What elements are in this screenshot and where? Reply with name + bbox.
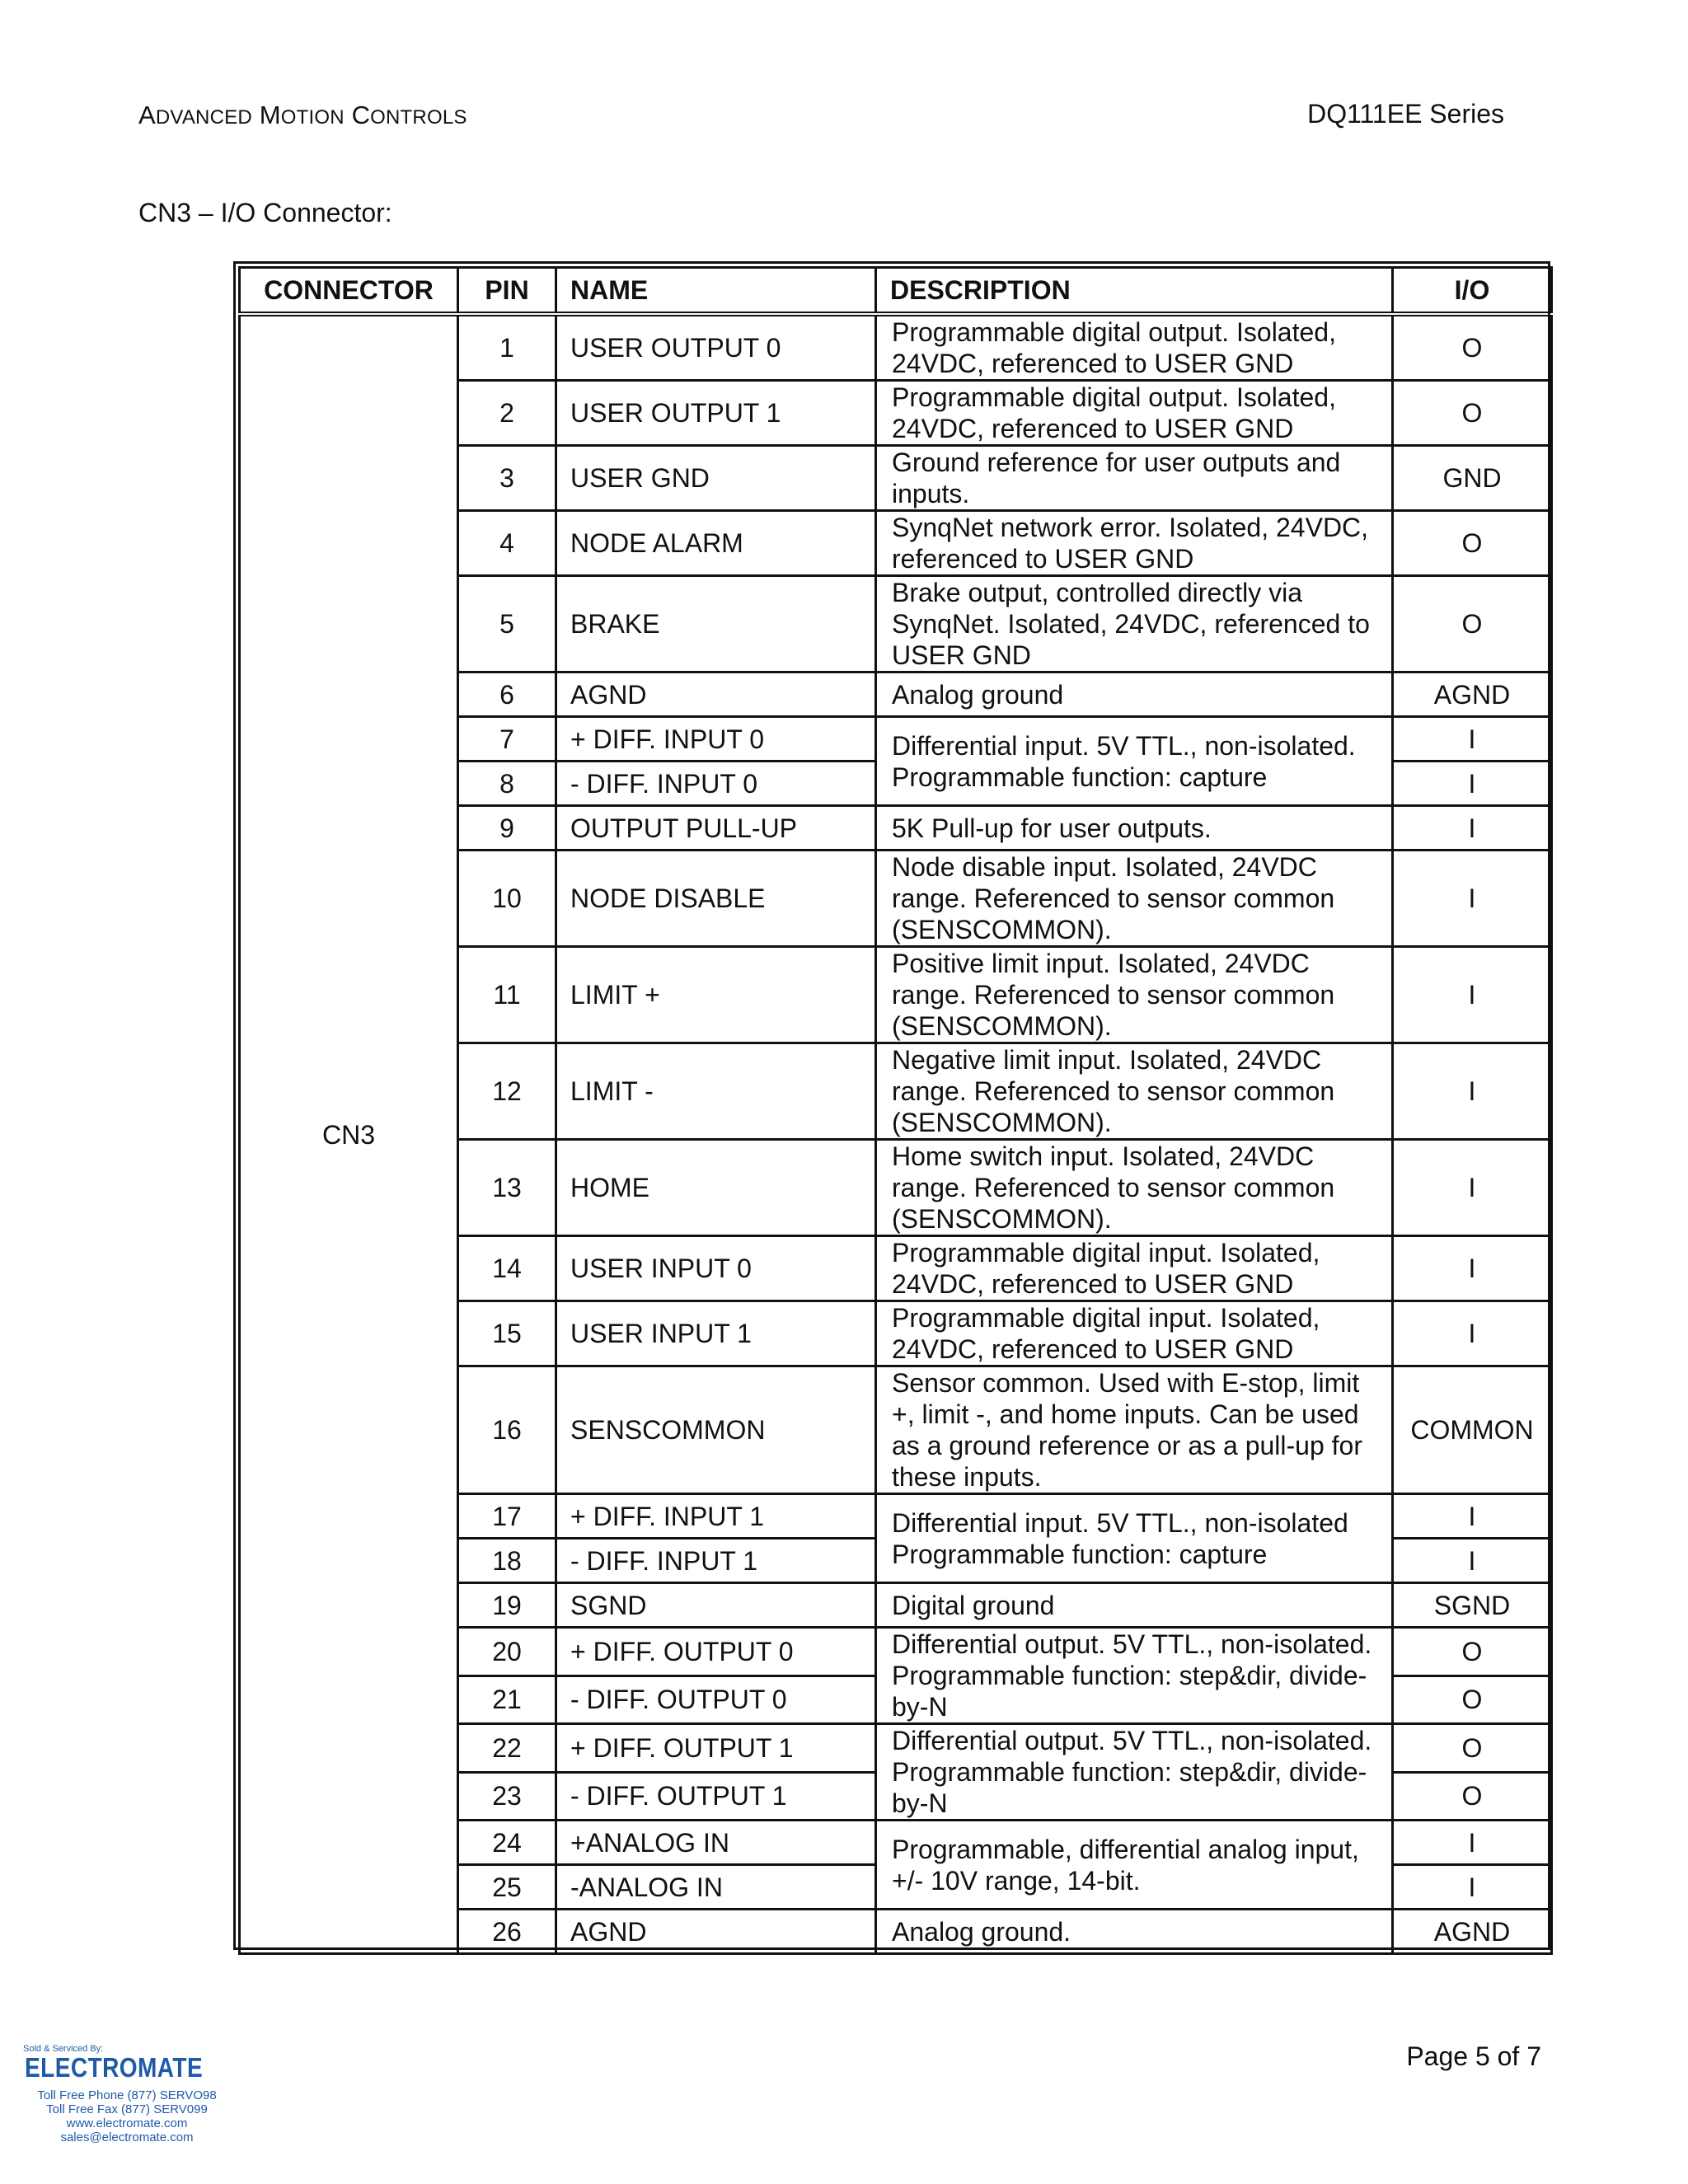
name-cell: + DIFF. OUTPUT 1 bbox=[556, 1724, 876, 1773]
pin-cell: 9 bbox=[458, 806, 556, 851]
sold-by-label: Sold & Serviced By: bbox=[23, 2044, 104, 2054]
pin-cell: 7 bbox=[458, 717, 556, 762]
pin-cell: 13 bbox=[458, 1140, 556, 1236]
pin-cell: 14 bbox=[458, 1236, 556, 1301]
description-cell: Differential output. 5V TTL., non-isolated. Programmable function: step&dir, divide-by-N bbox=[876, 1628, 1393, 1724]
io-cell: I bbox=[1393, 1301, 1552, 1366]
name-cell: AGND bbox=[556, 1910, 876, 1954]
io-cell: I bbox=[1393, 717, 1552, 762]
io-cell: I bbox=[1393, 1043, 1552, 1140]
pin-cell: 16 bbox=[458, 1366, 556, 1494]
io-cell: I bbox=[1393, 851, 1552, 947]
description-cell: Digital ground bbox=[876, 1583, 1393, 1628]
pin-cell: 3 bbox=[458, 446, 556, 511]
contact-info bbox=[20, 2088, 234, 2144]
io-cell: I bbox=[1393, 762, 1552, 806]
header-connector: CONNECTOR bbox=[240, 268, 458, 315]
io-cell: O bbox=[1393, 576, 1552, 673]
name-cell: - DIFF. OUTPUT 1 bbox=[556, 1772, 876, 1821]
pin-cell: 24 bbox=[458, 1821, 556, 1865]
pin-cell: 11 bbox=[458, 947, 556, 1043]
description-cell: SynqNet network error. Isolated, 24VDC, referenced to USER GND bbox=[876, 511, 1393, 576]
io-cell: O bbox=[1393, 511, 1552, 576]
io-cell: I bbox=[1393, 1821, 1552, 1865]
brand-name: ELECTROMATE bbox=[24, 2052, 203, 2083]
pin-cell: 5 bbox=[458, 576, 556, 673]
description-cell: Analog ground. bbox=[876, 1910, 1393, 1954]
io-cell: O bbox=[1393, 314, 1552, 381]
name-cell: + DIFF. INPUT 0 bbox=[556, 717, 876, 762]
header-io: I/O bbox=[1393, 268, 1552, 315]
header-series-name: DQ111EE Series bbox=[1307, 99, 1504, 129]
contact-phone: Toll Free Phone (877) SERVO98 bbox=[37, 2088, 217, 2102]
pin-cell: 18 bbox=[458, 1539, 556, 1583]
name-cell: + DIFF. INPUT 1 bbox=[556, 1494, 876, 1539]
header-description: DESCRIPTION bbox=[876, 268, 1393, 315]
contact-fax: Toll Free Fax (877) SERV099 bbox=[46, 2102, 208, 2116]
description-cell: Brake output, controlled directly via SynqNet. Isolated, 24VDC, referenced to USER GND bbox=[876, 576, 1393, 673]
name-cell: LIMIT - bbox=[556, 1043, 876, 1140]
name-cell: + DIFF. OUTPUT 0 bbox=[556, 1628, 876, 1676]
description-cell: Programmable, differential analog input, +/- 10V range, 14-bit. bbox=[876, 1821, 1393, 1910]
description-cell: Programmable digital input. Isolated, 24VDC, referenced to USER GND bbox=[876, 1236, 1393, 1301]
pin-cell: 21 bbox=[458, 1675, 556, 1724]
name-cell: LIMIT + bbox=[556, 947, 876, 1043]
pin-cell: 19 bbox=[458, 1583, 556, 1628]
description-cell: Positive limit input. Isolated, 24VDC range. Referenced to sensor common (SENSCOMMON). bbox=[876, 947, 1393, 1043]
name-cell: SGND bbox=[556, 1583, 876, 1628]
io-cell: I bbox=[1393, 1140, 1552, 1236]
description-cell: Negative limit input. Isolated, 24VDC range. Referenced to sensor common (SENSCOMMON). bbox=[876, 1043, 1393, 1140]
contact-website: www.electromate.com bbox=[66, 2116, 188, 2130]
header-name: NAME bbox=[556, 268, 876, 315]
io-cell: I bbox=[1393, 1236, 1552, 1301]
io-cell: O bbox=[1393, 381, 1552, 446]
name-cell: SENSCOMMON bbox=[556, 1366, 876, 1494]
pin-cell: 25 bbox=[458, 1865, 556, 1910]
table-header-row bbox=[240, 268, 1552, 315]
header-company-name: ADVANCED MOTION CONTROLS bbox=[138, 101, 467, 129]
name-cell: - DIFF. OUTPUT 0 bbox=[556, 1675, 876, 1724]
io-cell: COMMON bbox=[1393, 1366, 1552, 1494]
description-cell: 5K Pull-up for user outputs. bbox=[876, 806, 1393, 851]
pin-cell: 12 bbox=[458, 1043, 556, 1140]
pin-cell: 10 bbox=[458, 851, 556, 947]
description-cell: Home switch input. Isolated, 24VDC range. Referenced to sensor common (SENSCOMMON). bbox=[876, 1140, 1393, 1236]
name-cell: USER OUTPUT 0 bbox=[556, 314, 876, 381]
connector-cell: CN3 bbox=[240, 314, 458, 1954]
description-cell: Programmable digital output. Isolated, 24VDC, referenced to USER GND bbox=[876, 314, 1393, 381]
pin-cell: 1 bbox=[458, 314, 556, 381]
io-cell: O bbox=[1393, 1724, 1552, 1773]
name-cell: USER GND bbox=[556, 446, 876, 511]
pin-cell: 4 bbox=[458, 511, 556, 576]
description-cell: Sensor common. Used with E-stop, limit +, limit -, and home inputs. Can be used as a ground reference or as a pull-up for these inputs. bbox=[876, 1366, 1393, 1494]
name-cell: BRAKE bbox=[556, 576, 876, 673]
name-cell: NODE ALARM bbox=[556, 511, 876, 576]
io-cell: SGND bbox=[1393, 1583, 1552, 1628]
name-cell: -ANALOG IN bbox=[556, 1865, 876, 1910]
description-cell: Differential input. 5V TTL., non-isolated. Programmable function: capture bbox=[876, 717, 1393, 806]
io-cell: I bbox=[1393, 1494, 1552, 1539]
description-cell: Analog ground bbox=[876, 673, 1393, 717]
description-cell: Programmable digital input. Isolated, 24VDC, referenced to USER GND bbox=[876, 1301, 1393, 1366]
name-cell: USER INPUT 0 bbox=[556, 1236, 876, 1301]
pin-cell: 2 bbox=[458, 381, 556, 446]
io-cell: O bbox=[1393, 1772, 1552, 1821]
table-body bbox=[240, 314, 1552, 1954]
io-cell: AGND bbox=[1393, 1910, 1552, 1954]
pinout-table-frame bbox=[233, 261, 1550, 1950]
page-number: Page 5 of 7 bbox=[1406, 2041, 1541, 2071]
io-cell: AGND bbox=[1393, 673, 1552, 717]
contact-email: sales@electromate.com bbox=[60, 2130, 194, 2144]
header-pin: PIN bbox=[458, 268, 556, 315]
io-cell: I bbox=[1393, 1539, 1552, 1583]
name-cell: USER INPUT 1 bbox=[556, 1301, 876, 1366]
pinout-table bbox=[238, 266, 1553, 1955]
name-cell: AGND bbox=[556, 673, 876, 717]
name-cell: +ANALOG IN bbox=[556, 1821, 876, 1865]
io-cell: O bbox=[1393, 1675, 1552, 1724]
pin-cell: 17 bbox=[458, 1494, 556, 1539]
name-cell: HOME bbox=[556, 1140, 876, 1236]
pin-cell: 22 bbox=[458, 1724, 556, 1773]
pin-cell: 8 bbox=[458, 762, 556, 806]
table-row bbox=[240, 314, 1552, 381]
io-cell: I bbox=[1393, 806, 1552, 851]
name-cell: OUTPUT PULL-UP bbox=[556, 806, 876, 851]
name-cell: - DIFF. INPUT 0 bbox=[556, 762, 876, 806]
io-cell: O bbox=[1393, 1628, 1552, 1676]
distributor-logo bbox=[20, 2044, 234, 2144]
pin-cell: 26 bbox=[458, 1910, 556, 1954]
description-cell: Programmable digital output. Isolated, 24VDC, referenced to USER GND bbox=[876, 381, 1393, 446]
name-cell: NODE DISABLE bbox=[556, 851, 876, 947]
pin-cell: 20 bbox=[458, 1628, 556, 1676]
pin-cell: 23 bbox=[458, 1772, 556, 1821]
description-cell: Ground reference for user outputs and inputs. bbox=[876, 446, 1393, 511]
brand-row bbox=[20, 2052, 234, 2083]
pin-cell: 15 bbox=[458, 1301, 556, 1366]
name-cell: USER OUTPUT 1 bbox=[556, 381, 876, 446]
description-cell: Differential output. 5V TTL., non-isolated. Programmable function: step&dir, divide-by-N bbox=[876, 1724, 1393, 1821]
name-cell: - DIFF. INPUT 1 bbox=[556, 1539, 876, 1583]
section-title: CN3 – I/O Connector: bbox=[138, 198, 392, 227]
pin-cell: 6 bbox=[458, 673, 556, 717]
io-cell: I bbox=[1393, 1865, 1552, 1910]
io-cell: I bbox=[1393, 947, 1552, 1043]
description-cell: Node disable input. Isolated, 24VDC range. Referenced to sensor common (SENSCOMMON). bbox=[876, 851, 1393, 947]
io-cell: GND bbox=[1393, 446, 1552, 511]
description-cell: Differential input. 5V TTL., non-isolated Programmable function: capture bbox=[876, 1494, 1393, 1583]
